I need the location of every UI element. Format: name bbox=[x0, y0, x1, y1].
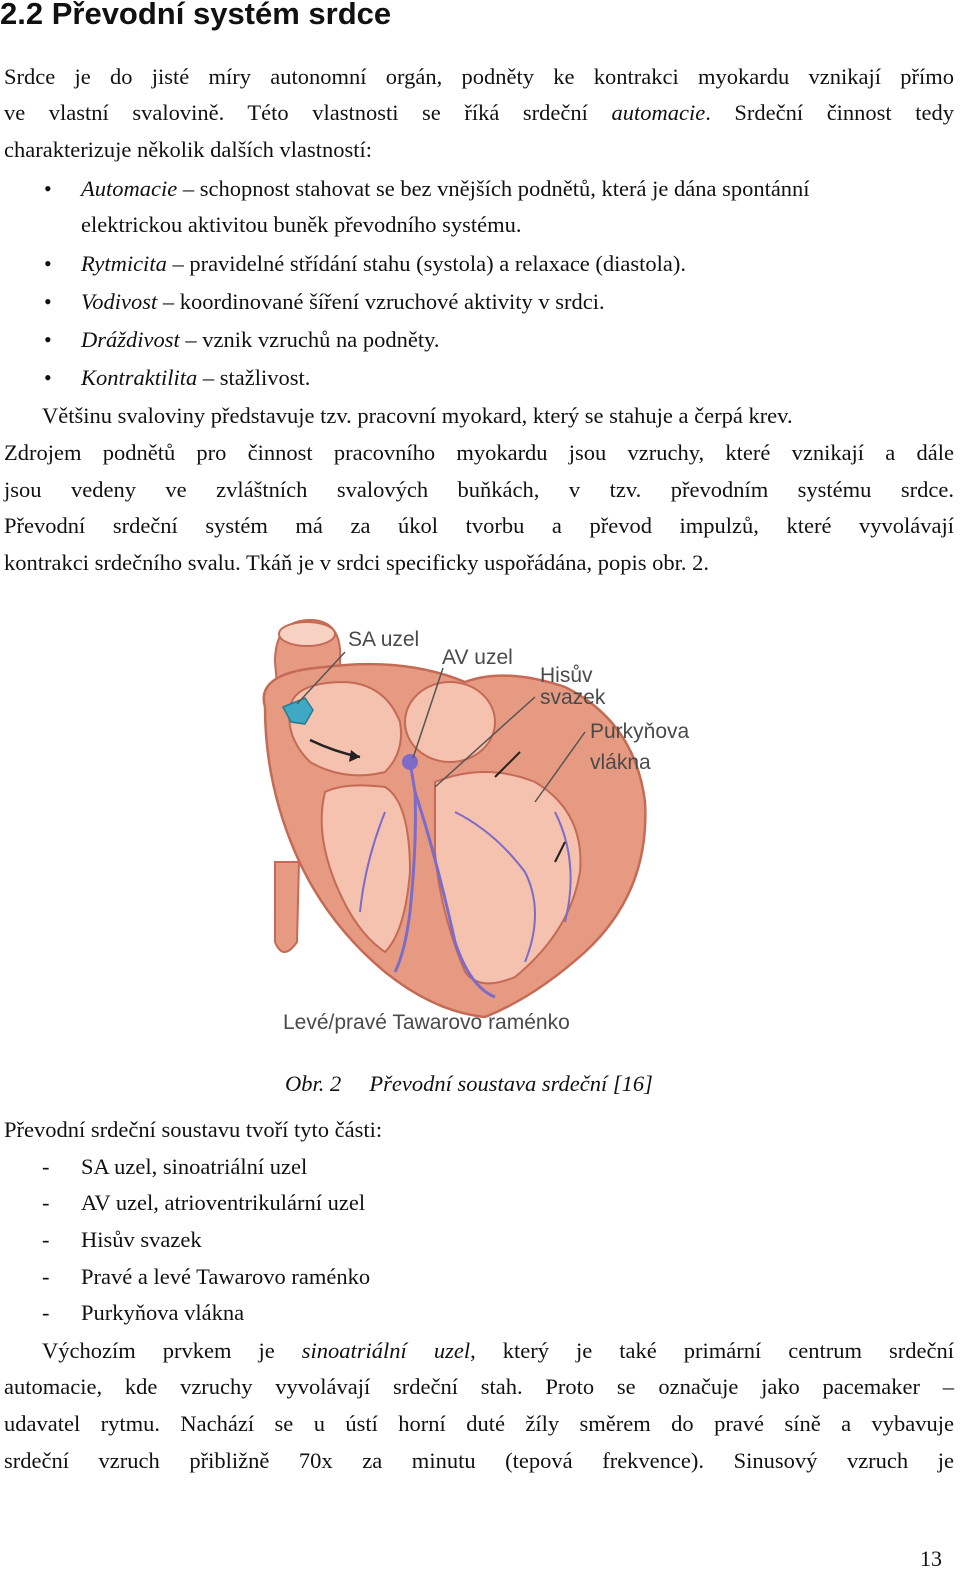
part-item: Purkyňova vlákna bbox=[81, 1300, 245, 1325]
para2-line-2: Zdrojem podnětů pro činnost pracovního myokardu jsou vzruchy, které vznikají a dále bbox=[4, 440, 954, 465]
dash-marker: - bbox=[42, 1300, 50, 1325]
dash-marker: - bbox=[42, 1264, 50, 1289]
para3-line-4: srdeční vzruch přibližně 70x za minutu (tepová frekvence). Sinusový vzruch je bbox=[4, 1448, 954, 1473]
purkinje-label-2: vlákna bbox=[590, 751, 651, 774]
inferior-vessel-shape bbox=[275, 862, 299, 952]
property-automacie: Automacie – schopnost stahovat se bez vnějších podnětů, která je dána spontánní bbox=[81, 176, 810, 201]
intro-line-1: Srdce je do jisté míry autonomní orgán, podněty ke kontrakci myokardu vznikají přímo bbox=[4, 64, 954, 89]
tawara-label: Levé/pravé Tawarovo raménko bbox=[283, 1011, 570, 1034]
intro-line-3: charakterizuje několik dalších vlastností: bbox=[4, 137, 373, 162]
av-node-marker bbox=[402, 754, 418, 770]
property-drazdivost: Dráždivost – vznik vzruchů na podněty. bbox=[81, 327, 440, 352]
his-bundle-label-1: Hisův bbox=[540, 664, 593, 687]
bullet-icon: • bbox=[44, 176, 52, 201]
para2-line-1: Většinu svaloviny představuje tzv. pracovní myokard, který se stahuje a čerpá krev. bbox=[42, 403, 793, 428]
right-ventricle-chamber bbox=[322, 785, 410, 952]
part-item: Pravé a levé Tawarovo raménko bbox=[81, 1264, 371, 1289]
part-item: AV uzel, atrioventrikulární uzel bbox=[81, 1190, 366, 1215]
purkinje-label-1: Purkyňova bbox=[590, 720, 690, 743]
figure-caption: Obr. 2 Převodní soustava srdeční [16] bbox=[285, 1071, 653, 1096]
part-item: SA uzel, sinoatriální uzel bbox=[81, 1154, 308, 1179]
property-vodivost: Vodivost – koordinované šíření vzruchové aktivity v srdci. bbox=[81, 289, 605, 314]
para2-line-5: kontrakci srdečního svalu. Tkáň je v srdci specificky uspořádána, popis obr. 2. bbox=[4, 550, 710, 575]
dash-marker: - bbox=[42, 1227, 50, 1252]
bullet-icon: • bbox=[44, 365, 52, 390]
his-bundle-label-2: svazek bbox=[540, 686, 606, 709]
property-kontraktilita: Kontraktilita – stažlivost. bbox=[81, 365, 311, 390]
bullet-icon: • bbox=[44, 289, 52, 314]
para2-line-3: jsou vedeny ve zvláštních svalových buňkách, v tzv. převodním systému srdce. bbox=[4, 477, 954, 502]
property-automacie-cont: elektrickou aktivitou buněk převodního systému. bbox=[81, 212, 522, 237]
bullet-icon: • bbox=[44, 327, 52, 352]
intro-line-2: ve vlastní svalovině. Této vlastnosti se říká srdeční automacie. Srdeční činnost tedy bbox=[4, 100, 954, 125]
property-rytmicita: Rytmicita – pravidelné střídání stahu (systola) a relaxace (diastola). bbox=[81, 251, 687, 276]
part-item: Hisův svazek bbox=[81, 1227, 202, 1252]
vena-cava-opening bbox=[279, 622, 335, 646]
left-atrium-chamber bbox=[405, 682, 495, 762]
heart-conduction-figure bbox=[235, 612, 690, 1044]
sa-node-label: SA uzel bbox=[348, 628, 420, 651]
page-number: 13 bbox=[920, 1546, 942, 1571]
dash-marker: - bbox=[42, 1190, 50, 1215]
para3-line-1: Výchozím prvkem je sinoatriální uzel, který je také primární centrum srdeční bbox=[42, 1338, 954, 1363]
para3-line-3: udavatel rytmu. Nachází se u ústí horní duté žíly směrem do pravé síně a vybavuje bbox=[4, 1411, 954, 1436]
parts-intro: Převodní srdeční soustavu tvoří tyto části: bbox=[4, 1117, 383, 1142]
para2-line-4: Převodní srdeční systém má za úkol tvorbu a převod impulzů, které vyvolávají bbox=[4, 513, 954, 538]
dash-marker: - bbox=[42, 1154, 50, 1179]
section-heading: 2.2 Převodní systém srdce bbox=[0, 0, 392, 31]
para3-line-2: automacie, kde vzruchy vyvolávají srdeční stah. Proto se označuje jako pacemaker – bbox=[4, 1374, 954, 1399]
bullet-icon: • bbox=[44, 251, 52, 276]
av-node-label: AV uzel bbox=[442, 646, 513, 669]
